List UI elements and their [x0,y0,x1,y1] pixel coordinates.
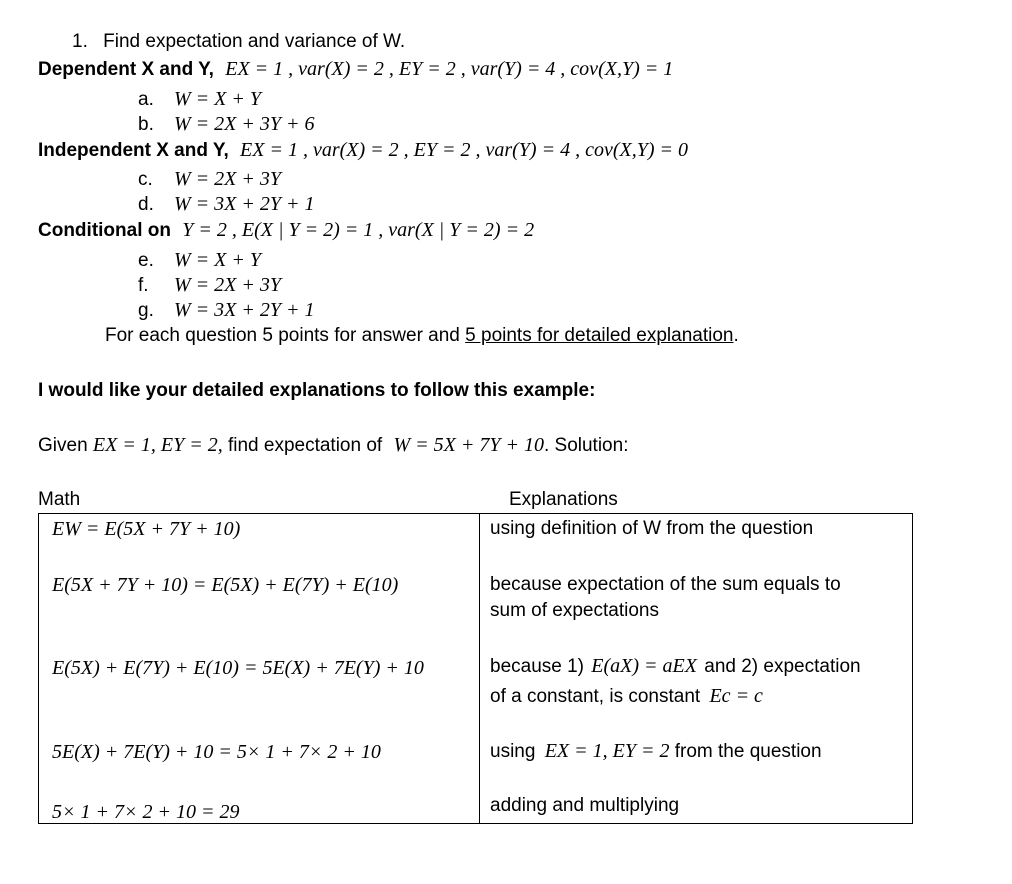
item-letter: b. [138,114,154,135]
row4-explanation-line [490,738,822,765]
row1-math: EW = E(5X + 7Y + 10) [52,518,241,540]
item-formula: W = 3X + 2Y + 1 [174,193,315,215]
points-line [105,324,739,348]
row3-exp-math1: E(aX) = aEX [591,655,697,677]
conditional-label: Conditional on [38,220,171,241]
item-letter: a. [138,89,154,110]
item-letter: c. [138,169,153,190]
item-d [138,192,315,217]
independent-label: Independent X and Y, [38,140,229,161]
points-end: . [733,325,739,346]
row3-explanation-line2 [490,683,763,710]
table-divider [479,513,480,824]
points-text: For each question 5 points for answer and [105,325,466,346]
given-math: EX = 1, EY = 2, [92,434,223,456]
independent-givens-line [38,138,688,163]
row2-explanation: because expectation of the sum equals to [490,574,841,595]
given-mid: find expectation of [227,435,383,456]
item-b [138,112,315,137]
question-title-line [72,30,405,54]
item-formula: W = 2X + 3Y [174,274,281,296]
row3-math: E(5X) + E(7Y) + E(10) = 5E(X) + 7E(Y) + 10 [52,657,424,679]
example-given-line [38,433,628,458]
question-number: 1. [72,31,88,52]
item-c [138,167,281,192]
row1-explanation: using definition of W from the question [490,518,814,539]
dependent-givens: EX = 1 , var(X) = 2 , EY = 2 , var(Y) = 4 , cov(X,Y) = 1 [225,58,674,80]
given-suffix: . Solution: [543,435,629,456]
row4-exp-math1: EX = 1, EY = 2 [544,740,670,762]
conditional-givens-line [38,218,534,243]
row4-exp-mid: from the question [674,741,822,762]
item-formula: W = X + Y [174,249,261,271]
row5-explanation: adding and multiplying [490,795,680,816]
item-formula: W = X + Y [174,88,261,110]
question-title: Find expectation and variance of W. [103,31,406,52]
conditional-givens: Y = 2 , E(X | Y = 2) = 1 , var(X | Y = 2) = 2 [182,219,535,241]
row3-explanation-line [490,653,861,680]
row2-explanation-cont: sum of expectations [490,600,659,621]
row2-math: E(5X + 7Y + 10) = E(5X) + E(7Y) + E(10) [52,574,399,596]
row3-exp-math2: Ec = c [709,685,763,707]
item-letter: f. [138,275,149,296]
given-prefix: Given [38,435,88,456]
row5-math: 5× 1 + 7× 2 + 10 = 29 [52,801,240,823]
item-letter: d. [138,194,154,215]
row3-exp-mid: and 2) expectation [704,656,861,677]
item-formula: W = 2X + 3Y + 6 [174,113,315,135]
dependent-label: Dependent X and Y, [38,59,214,80]
independent-givens: EX = 1 , var(X) = 2 , EY = 2 , var(Y) = 4 , cov(X,Y) = 0 [240,139,688,161]
item-f [138,273,281,298]
points-underlined: 5 points for detailed explanation [465,325,734,346]
example-heading: I would like your detailed explanations to follow this example: [38,380,596,401]
col-header-explanations: Explanations [509,489,618,510]
item-formula: W = 2X + 3Y [174,168,281,190]
item-g [138,298,315,323]
row3-explanation2: of a constant, is constant [490,686,701,707]
item-formula: W = 3X + 2Y + 1 [174,299,315,321]
col-header-math: Math [38,489,81,510]
row4-explanation: using [490,741,536,762]
row4-math: 5E(X) + 7E(Y) + 10 = 5× 1 + 7× 2 + 10 [52,741,381,763]
item-letter: e. [138,250,154,271]
dependent-givens-line [38,57,673,82]
item-letter: g. [138,300,154,321]
given-formula: W = 5X + 7Y + 10 [393,434,544,456]
item-a [138,87,261,112]
row3-explanation: because 1) [490,656,585,677]
item-e [138,248,261,273]
